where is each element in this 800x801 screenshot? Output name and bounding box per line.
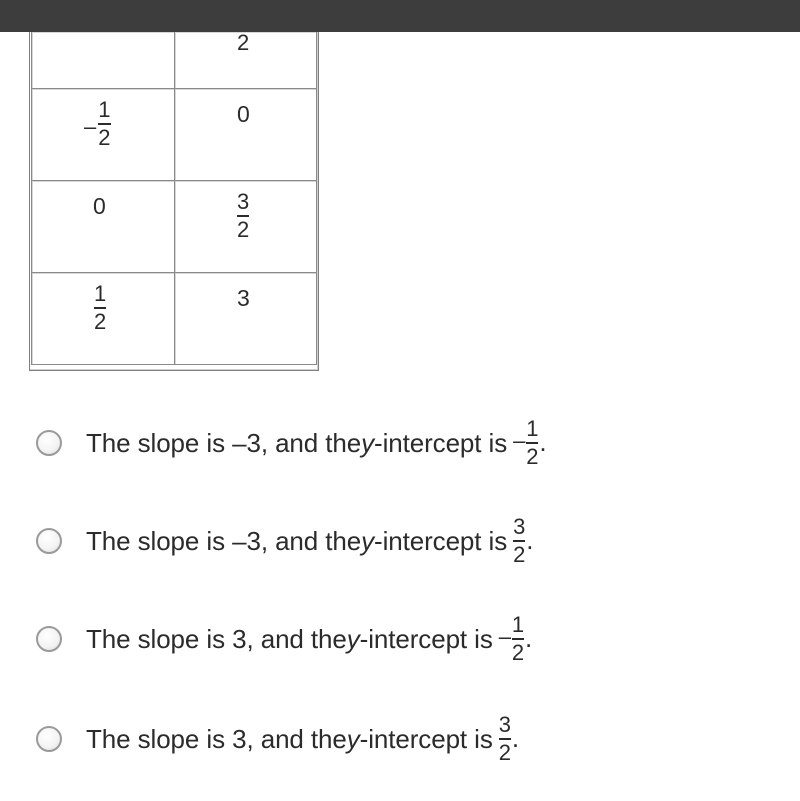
denominator: 2	[94, 308, 107, 334]
fraction	[98, 99, 110, 149]
option-text[interactable]	[86, 418, 547, 468]
period: .	[526, 524, 534, 555]
denominator: 2	[526, 443, 539, 469]
option-text[interactable]	[86, 614, 532, 664]
option-prefix: The slope is 3, and the	[86, 723, 347, 754]
numerator: 3	[513, 514, 526, 540]
fraction	[512, 614, 524, 664]
variable: y	[361, 427, 375, 458]
option-text[interactable]	[86, 714, 519, 764]
option-suffix: -intercept is	[374, 427, 508, 458]
table-cell-x	[31, 32, 175, 89]
option-prefix: The slope is –3, and the	[86, 525, 362, 556]
option-prefix: The slope is 3, and the	[86, 623, 347, 654]
answer-option-1[interactable]	[36, 413, 547, 473]
value-table	[29, 32, 319, 371]
table-cell-x	[31, 180, 175, 273]
period: .	[525, 622, 533, 653]
table-cell-y	[174, 32, 317, 89]
top-bar	[0, 0, 800, 32]
fraction	[237, 32, 249, 54]
option-prefix: The slope is –3, and the	[86, 427, 362, 458]
cell-value: 0	[237, 101, 250, 127]
variable: y	[346, 723, 360, 754]
cell-value: 0	[93, 193, 106, 219]
radio-button[interactable]	[36, 626, 62, 652]
denominator: 2	[237, 216, 250, 242]
table-cell-y	[174, 180, 317, 273]
fraction	[94, 283, 106, 333]
numerator: 1	[526, 416, 539, 442]
fraction	[499, 714, 511, 764]
fraction	[513, 516, 525, 566]
denominator: 2	[511, 639, 525, 665]
variable: y	[361, 525, 375, 556]
numerator: 3	[498, 712, 511, 738]
option-text[interactable]	[86, 516, 533, 566]
answer-option-4[interactable]	[36, 709, 519, 769]
table-cell-y	[174, 272, 317, 365]
denominator: 2	[98, 124, 111, 150]
fraction	[237, 191, 249, 241]
period: .	[539, 426, 547, 457]
answer-option-2[interactable]	[36, 511, 533, 571]
answer-option-3[interactable]	[36, 609, 532, 669]
period: .	[511, 722, 520, 753]
variable: y	[346, 623, 360, 654]
negative-sign: –	[84, 113, 97, 139]
numerator: 3	[237, 189, 250, 214]
denominator: 2	[237, 32, 250, 55]
numerator: 1	[94, 281, 107, 306]
denominator: 2	[498, 739, 511, 765]
table-cell-x	[31, 272, 175, 365]
radio-button[interactable]	[36, 430, 62, 456]
fraction	[526, 418, 538, 468]
option-suffix: -intercept is	[359, 623, 493, 654]
table-cell-y	[174, 88, 317, 181]
numerator: 1	[511, 612, 525, 638]
cell-value: 3	[237, 285, 250, 311]
option-suffix: -intercept is	[374, 525, 508, 556]
option-suffix: -intercept is	[359, 723, 493, 754]
radio-button[interactable]	[36, 726, 62, 752]
table-cell-x	[31, 88, 175, 181]
numerator: 1	[98, 97, 111, 122]
denominator: 2	[513, 541, 526, 567]
negative-sign: –	[498, 624, 511, 649]
radio-button[interactable]	[36, 528, 62, 554]
negative-sign: –	[513, 428, 526, 453]
